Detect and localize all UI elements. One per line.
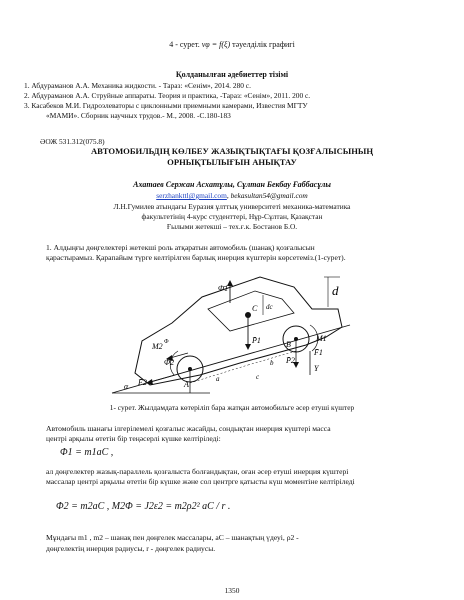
- label-f2: F̄2: [138, 378, 147, 387]
- label-a: a: [216, 375, 220, 383]
- reference-text: «МАМИ». Сборник научных трудов.- М., 2008. -С.180-183: [46, 111, 231, 120]
- label-phi1: Φ̄1: [218, 284, 229, 293]
- car-body: [135, 277, 342, 385]
- affiliation-line1: Л.Н.Гумилев атындағы Еуразия ұлттық университеті механика-математика: [113, 202, 351, 211]
- para4-line2: дөңгелектің инерция радиусы, r - дөңгелек радиусы.: [46, 544, 216, 553]
- label-m2: M2: [152, 342, 163, 351]
- reference-num: 2.: [24, 91, 30, 100]
- reference-item-2: [24, 91, 454, 101]
- car-force-diagram: [80, 265, 370, 400]
- label-alpha: α: [124, 382, 129, 391]
- label-p2: P̄2: [286, 356, 295, 365]
- caption-suffix: тәуелділік графигі: [232, 40, 295, 49]
- article-title-line2: ОРНЫҚТЫЛЫҒЫН АНЫҚТАУ: [167, 157, 297, 167]
- reference-text: Абдураманов А.А. Механика жидкости. - Тараз: «Сенім», 2014. 280 с.: [31, 81, 251, 90]
- email-link-1[interactable]: serzhankttl@gmail.com: [156, 191, 227, 200]
- label-d: d: [332, 283, 339, 298]
- para2-line2: центрі арқылы өтетін бір теңәсерлі күшке келтіріледі:: [46, 434, 221, 443]
- reference-num: 1.: [24, 81, 30, 90]
- references-title: Қолданылған әдебиеттер тізімі: [175, 70, 289, 79]
- page-number: 1350: [224, 586, 240, 595]
- udc-code: ӘОЖ 531.312(075.8): [40, 137, 105, 146]
- caption-formula: vφ = f(ξ): [201, 40, 231, 49]
- reference-text: Касабеков М.И. Гидроэлеваторы с циклонными приемными камерами, Известия МГТУ: [31, 101, 308, 110]
- reference-item-1: [24, 81, 454, 91]
- supervisor: Ғылыми жетекші – тех.ғ.к. Бостанов Б.О.: [166, 222, 298, 231]
- label-phi2: Φ̄2: [164, 358, 175, 367]
- authors: Ахатаев Сержан Асхатұлы, Сұлтан Бекбау Ғаббасұлы: [133, 180, 331, 189]
- label-c-dim: c: [256, 373, 260, 381]
- label-b-point: B: [286, 340, 291, 349]
- affiliation-line2: факультетінің 4-курс студенттері, Нұр-Сұлтан, Қазақстан: [141, 212, 323, 221]
- caption-prefix: 4 - сурет.: [169, 40, 200, 49]
- reference-text: Абдураманов А.А. Струйные аппараты. Теория и практика, -Тараз: «Сенім», 2011. 200 с.: [31, 91, 311, 100]
- label-dc: dc: [266, 303, 273, 311]
- label-p1: P̄1: [252, 336, 261, 345]
- author-emails: [0, 191, 464, 201]
- article-title-line1: АВТОМОБИЛЬДІҢ КӨЛБЕУ ЖАЗЫҚТЫҚТАҒЫ ҚОЗҒАЛЫСЫНЫҢ: [90, 146, 374, 156]
- reference-item-3: [24, 101, 454, 111]
- para4-line1: Мұндағы m1 , m2 – шанақ пен дөңгелек массалары, aC – шанақтың үдеуі, ρ2 -: [46, 533, 299, 542]
- formula-1: Φ1 = m1aC ,: [60, 447, 114, 458]
- figure-4-caption: [0, 40, 464, 50]
- label-m1: M1: [316, 334, 327, 343]
- label-b: b: [270, 359, 274, 367]
- car-window: [208, 291, 294, 331]
- para2-line1: Автомобиль шанағы ілгерілемелі қозғалыс жасайды, сондықтан инерция күштері масса: [46, 424, 331, 433]
- email-link-2[interactable]: bekasultan54@gmail.com: [230, 191, 308, 200]
- intro-line1: 1. Алдыңғы дөңгелектері жетекші роль атқаратын автомобиль (шанақ) қозғалысын: [46, 243, 315, 252]
- reference-num: 3.: [24, 101, 30, 110]
- para3-line2: массалар центрі арқылы өтетін бір күшке және сол центрге қатысты күш моментіне келтіріледі: [46, 477, 355, 486]
- email-separator: ,: [226, 191, 231, 200]
- para3-line1: ал дөңгелектер жазық-параллель қозғалыста болғандықтан, оған әсер етуші инерция күштері: [46, 467, 349, 476]
- label-c: C: [252, 304, 258, 313]
- label-m2-phi: Φ: [164, 339, 169, 345]
- label-f1: F̄1: [314, 348, 323, 357]
- figure-1-caption: 1- сурет. Жылдамдата көтеріліп бара жатқан автомобильге әсер етуші күштер: [109, 403, 355, 412]
- label-a-point: A: [184, 380, 189, 389]
- label-y: Y: [314, 364, 319, 373]
- intro-line2: қарастырамыз. Қарапайым түрге келтірілген барлық инерция күштерін көрсетеміз.(1-сурет).: [46, 253, 346, 262]
- reference-item-3-cont: [46, 111, 456, 121]
- formula-2: Φ2 = m2aC , M2Φ = J2ε2 = m2ρ2² aC / r .: [56, 501, 231, 512]
